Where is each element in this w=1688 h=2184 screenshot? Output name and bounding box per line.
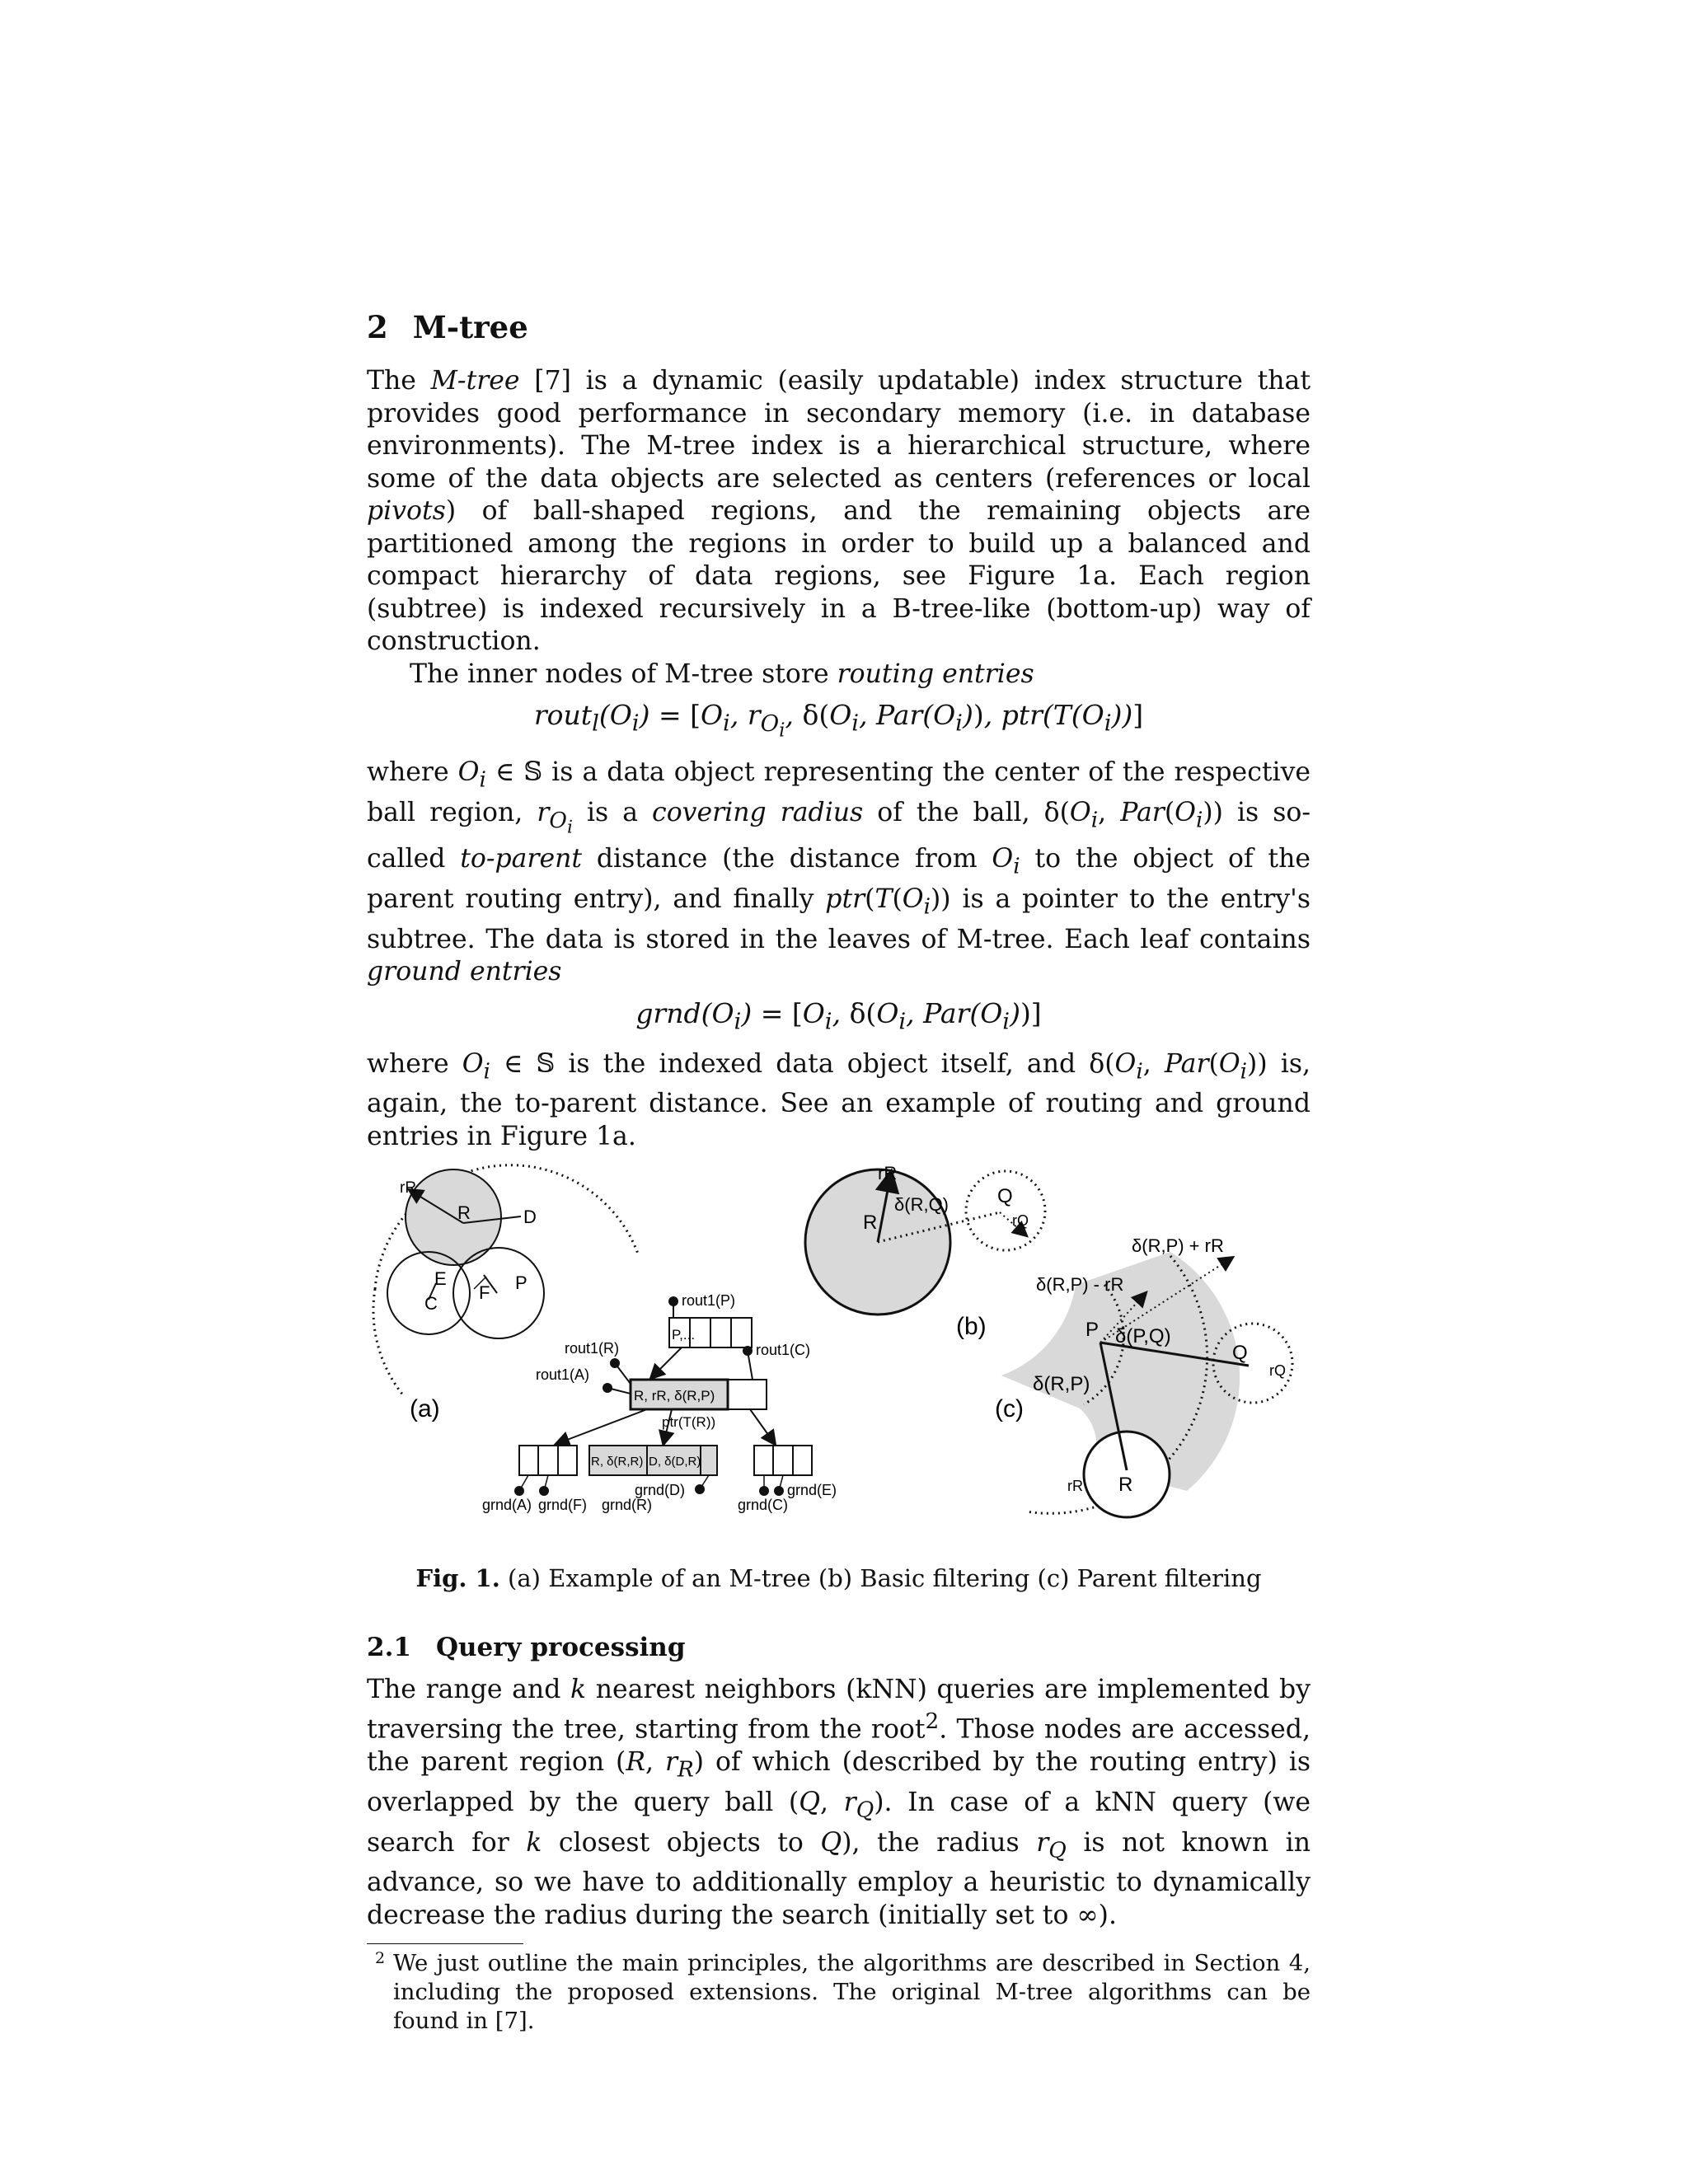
- figure-caption: Fig. 1. (a) Example of an M-tree (b) Basic filtering (c) Parent filtering: [415, 1564, 1262, 1593]
- svg-text:ptr(T(R)): ptr(T(R)): [662, 1414, 716, 1431]
- tree-leaf-nodes: [482, 1409, 837, 1513]
- svg-text:Q: Q: [997, 1185, 1013, 1208]
- svg-text:rR: rR: [1067, 1478, 1083, 1495]
- paragraph-query-processing: The range and k nearest neighbors (kNN) queries are implemented by traversing the tree, starting from the root$^2$. Those nodes are accessed, the parent region (R, $r_R$) of which (described by the routing entry) is overlapped by the query ball (Q, $r_Q$). In case of a kNN query (we search for k closest objects to Q), the radius $r_Q$ is not known in advance, so we have to additionally employ a heuristic to dynamically decrease the radius during the search (initially set to ∞).: [367, 1674, 1311, 1930]
- equation-routing-entry: $rout_l(O_i) = [O_i$, $r_{O_i}$, $\delta(O_i$, $Par(O_i)$), $ptr(T(O_i))$]: [533, 699, 1144, 742]
- svg-text:rR: rR: [400, 1179, 417, 1197]
- svg-text:(b): (b): [956, 1313, 987, 1341]
- svg-text:rQ: rQ: [1012, 1212, 1029, 1230]
- footnote-rule: [367, 1943, 523, 1944]
- svg-text:R, δ(R,R): R, δ(R,R): [591, 1455, 644, 1469]
- svg-text:grnd(F): grnd(F): [538, 1497, 588, 1514]
- paragraph-intro: The M-tree [7] is a dynamic (easily updatable) index structure that provides good performance in secondary memory (i.e. in database environments). The M-tree index is a hierarchical structure, where some of the data objects are selected as centers (references or local pivots) of ball-shaped regions, and the remaining objects are partitioned among the regions in order to build up a balanced and compact hierarchy of data regions, see Figure 1a. Each region (subtree) is indexed recursively in a B-tree-like (bottom-up) way of construction.: [367, 366, 1311, 657]
- svg-text:rout1(R): rout1(R): [565, 1340, 620, 1357]
- svg-text:rout1(P): rout1(P): [682, 1292, 736, 1310]
- svg-text:Q: Q: [1232, 1342, 1248, 1365]
- svg-text:E: E: [434, 1268, 447, 1290]
- svg-text:P: P: [515, 1272, 528, 1294]
- svg-text:P: P: [1085, 1319, 1100, 1342]
- svg-text:R: R: [457, 1202, 471, 1224]
- svg-text:C: C: [424, 1293, 438, 1315]
- panel-c: [995, 1235, 1292, 1517]
- paragraph-ground-explained: where $O_i$ ∈ 𝕊 is the indexed data object itself, and $\delta(O_i$, $Par(O_i)$) is, again, the to-parent distance. See an example of routing and ground entries in Figure 1a.: [367, 1048, 1311, 1151]
- section-heading: 2 M-tree: [367, 309, 528, 345]
- region-p: [453, 1248, 544, 1338]
- svg-text:R, rR, δ(R,P): R, rR, δ(R,P): [634, 1388, 715, 1404]
- svg-text:rout1(C): rout1(C): [756, 1342, 811, 1359]
- panel-a: [373, 1165, 837, 1513]
- paragraph-routing: The inner nodes of M-tree store routing entries: [410, 658, 1034, 689]
- footnote: 2 We just outline the main principles, the algorithms are described in Section 4, including the proposed extensions. The original M-tree algorithms can be found in [7].: [375, 1949, 1311, 2035]
- equation-ground-entry: $grnd(O_i) = [O_i$, $\delta(O_i$, $Par(O_i)$)]: [635, 996, 1042, 1035]
- svg-text:grnd(E): grnd(E): [787, 1482, 837, 1499]
- svg-text:rQ: rQ: [1269, 1362, 1286, 1380]
- svg-text:δ(R,P) + rR: δ(R,P) + rR: [1132, 1235, 1224, 1257]
- svg-text:grnd(D): grnd(D): [635, 1482, 686, 1499]
- svg-text:grnd(R): grnd(R): [602, 1497, 653, 1514]
- figure-1: [367, 1163, 1311, 1557]
- tree-root-node: [668, 1292, 752, 1347]
- svg-text:grnd(C): grnd(C): [738, 1497, 789, 1514]
- svg-text:P,...: P,...: [672, 1327, 696, 1343]
- svg-text:rout1(A): rout1(A): [536, 1366, 590, 1384]
- svg-text:R: R: [1118, 1474, 1133, 1497]
- page: [367, 309, 1311, 2036]
- svg-text:δ(P,Q): δ(P,Q): [1115, 1325, 1171, 1348]
- figure-1-diagram: [367, 1163, 1311, 1557]
- svg-text:δ(R,P) - rR: δ(R,P) - rR: [1036, 1274, 1124, 1296]
- subsection-heading: 2.1 Query processing: [367, 1633, 686, 1663]
- svg-text:(a): (a): [410, 1395, 440, 1423]
- svg-text:δ(R,Q): δ(R,Q): [894, 1194, 950, 1216]
- paragraph-routing-explained: where $O_i$ ∈ 𝕊 is a data object representing the center of the respective ball region, $r_{O_i}$ is a covering radius of the ball, $\delta(O_i$, $Par(O_i)$) is so-called to-parent distance (the distance from $O_i$ to the object of the parent routing entry), and finally $ptr(T(O_i))$ is a pointer to the entry's subtree. The data is stored in the leaves of M-tree. Each leaf contains ground entries: [367, 757, 1311, 987]
- svg-text:D: D: [523, 1207, 537, 1228]
- tree-inner-node: [536, 1340, 810, 1430]
- svg-text:δ(R,P): δ(R,P): [1033, 1373, 1090, 1396]
- svg-text:R: R: [863, 1212, 878, 1235]
- svg-text:D, δ(D,R): D, δ(D,R): [649, 1455, 701, 1469]
- svg-text:(c): (c): [995, 1395, 1024, 1423]
- svg-text:grnd(A): grnd(A): [482, 1497, 532, 1514]
- panel-b: [805, 1163, 1045, 1340]
- svg-text:F: F: [479, 1282, 490, 1304]
- svg-text:rR: rR: [878, 1163, 898, 1184]
- query-ball-q: [966, 1171, 1045, 1250]
